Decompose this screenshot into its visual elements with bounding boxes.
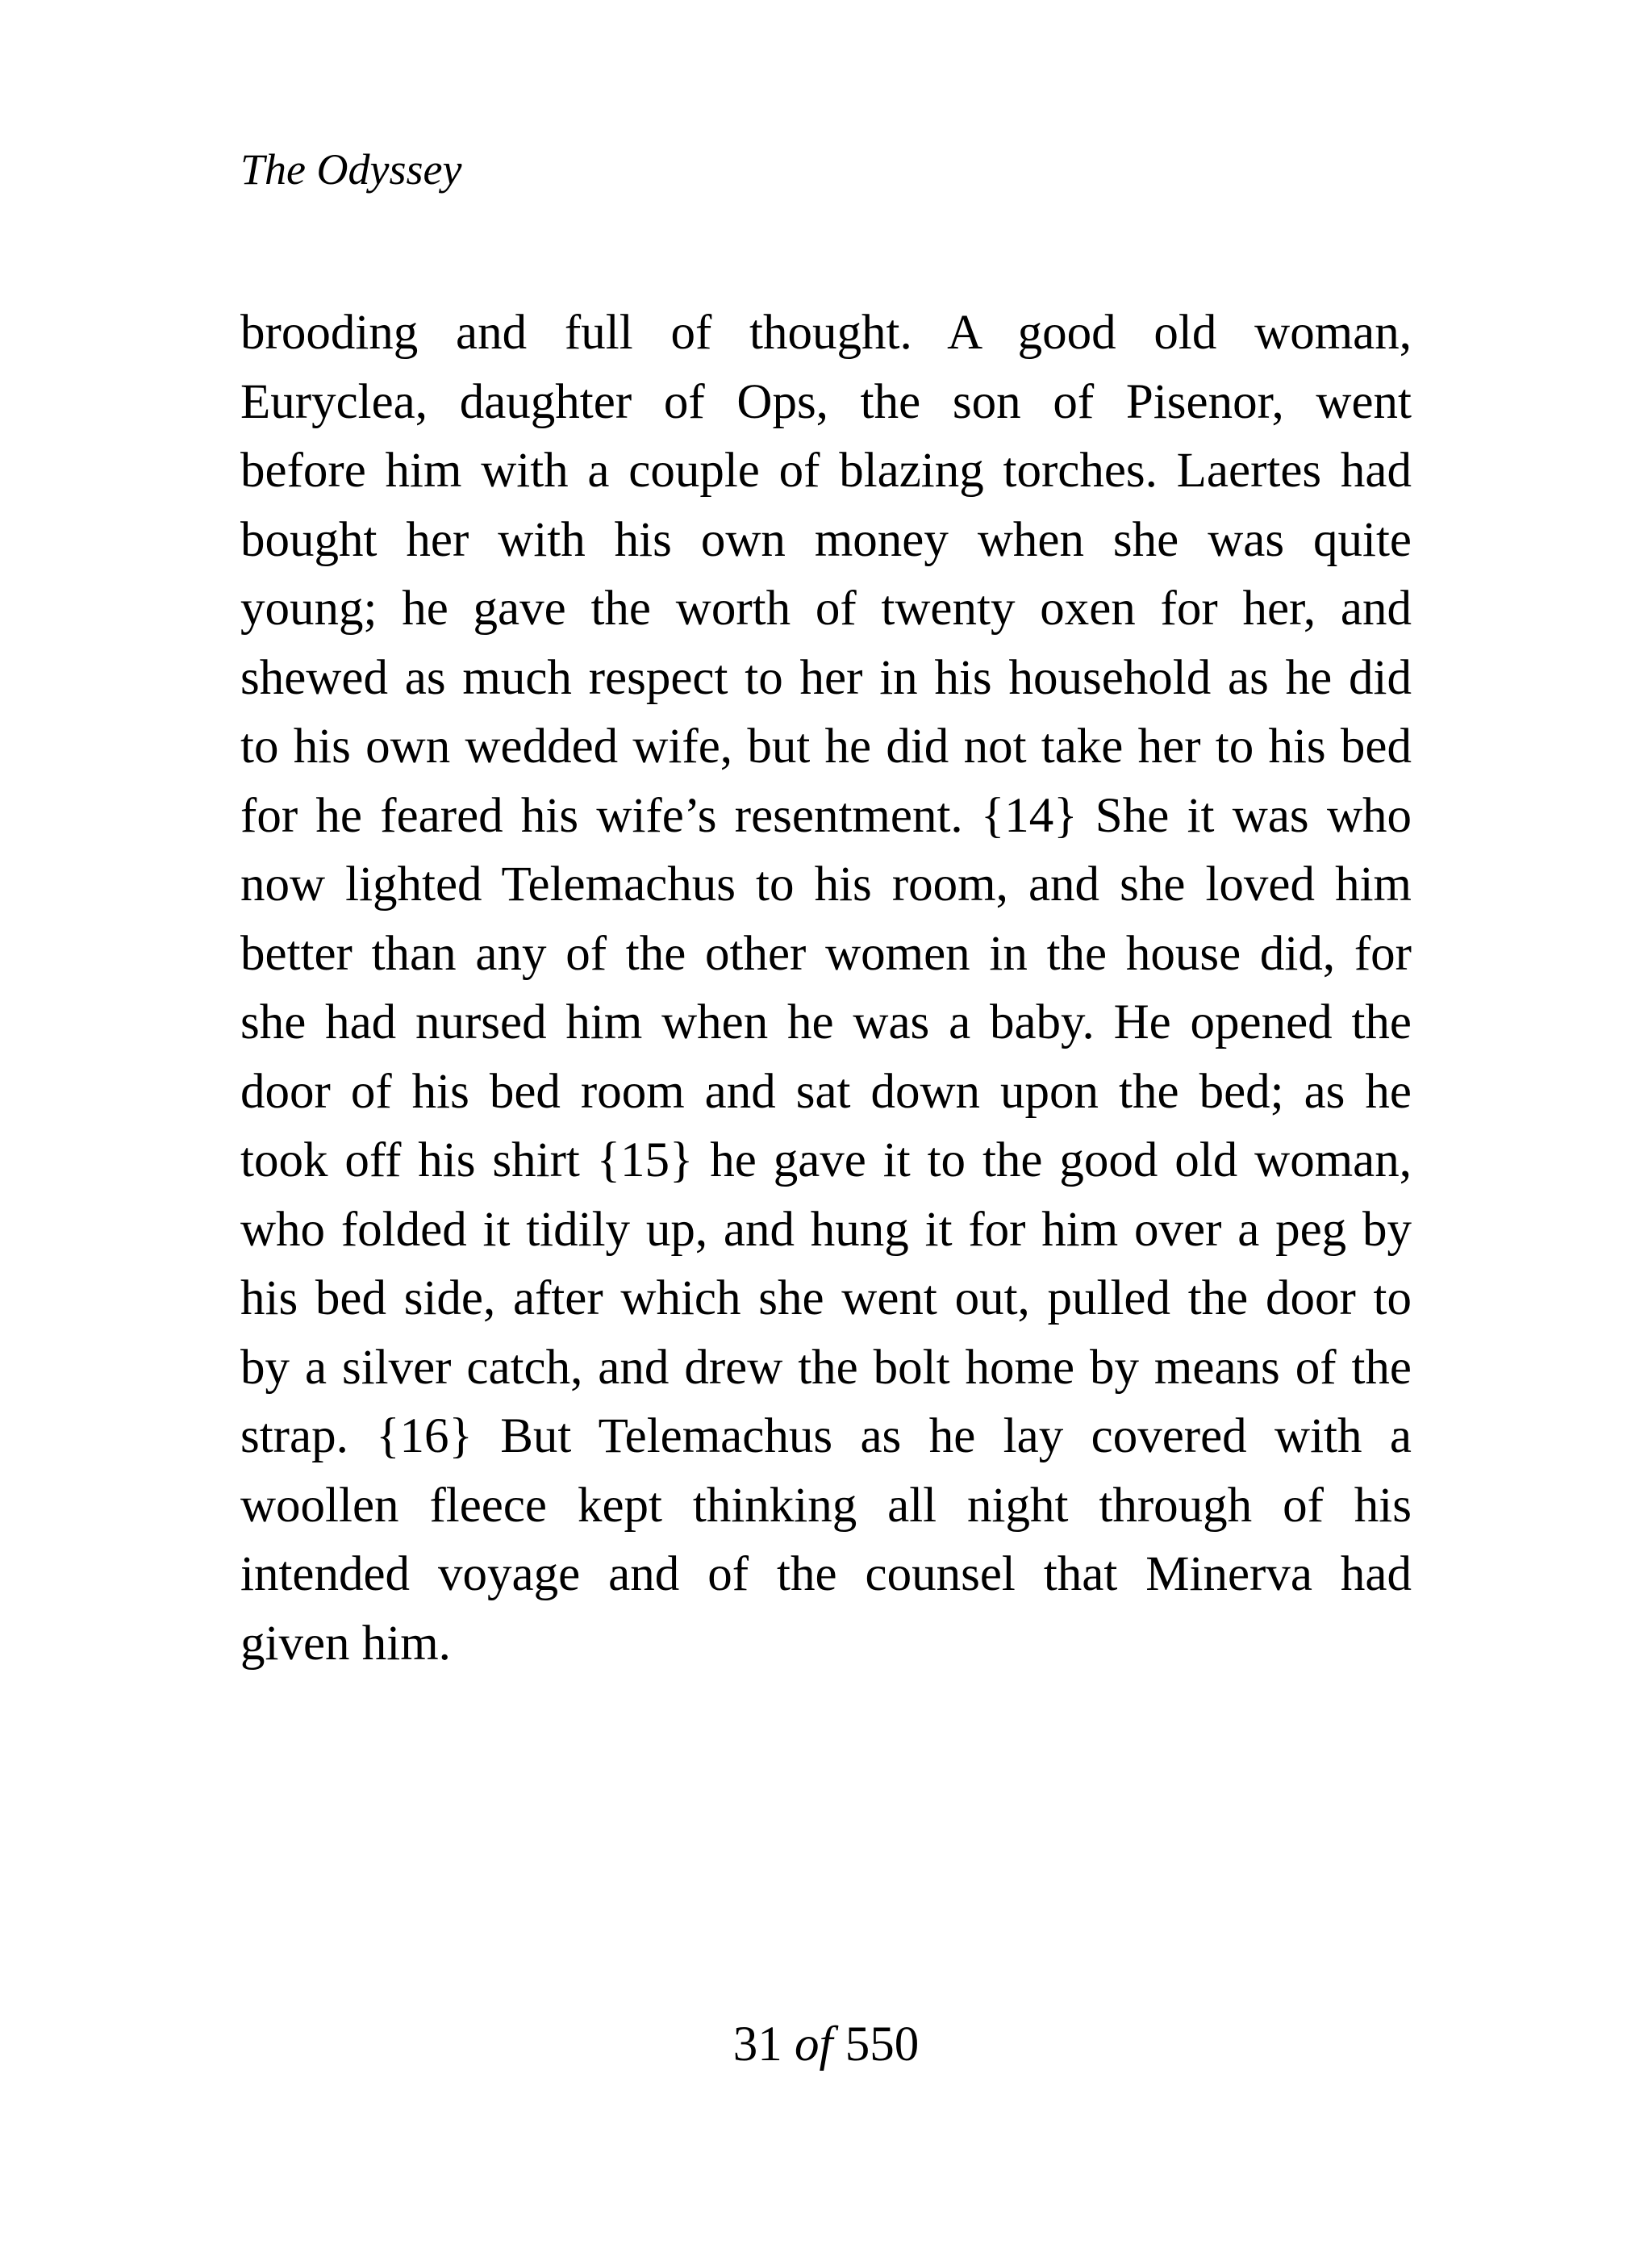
text-line: his bed side, after which she went out, pulled the door to (240, 1271, 1412, 1325)
text-line: to his own wedded wife, but he did not take her to his bed (240, 720, 1412, 774)
page-counter (0, 2017, 1652, 2073)
text-line: intended voyage and of the counsel that Minerva had (240, 1547, 1412, 1601)
text-line: young; he gave the worth of twenty oxen for her, and (240, 582, 1412, 636)
text-line: who folded it tidily up, and hung it for him over a peg by (240, 1202, 1412, 1257)
text-line: given him. (240, 1616, 451, 1671)
page-of-word: of (795, 2017, 833, 2072)
text-line: brooding and full of thought. A good old woman, (240, 306, 1412, 360)
text-line: by a silver catch, and drew the bolt home by means of the (240, 1340, 1412, 1395)
running-header-book-title: The Odyssey (240, 145, 462, 194)
text-line: before him with a couple of blazing torches. Laertes had (240, 444, 1412, 498)
text-line: strap. {16} But Telemachus as he lay covered with a (240, 1409, 1412, 1463)
text-line: took off his shirt {15} he gave it to the good old woman, (240, 1133, 1412, 1187)
text-line: she had nursed him when he was a baby. He opened the (240, 995, 1412, 1049)
body-paragraph (240, 298, 1412, 1678)
text-line: Euryclea, daughter of Ops, the son of Pisenor, went (240, 374, 1412, 429)
text-line: bought her with his own money when she was quite (240, 512, 1412, 567)
text-line: for he feared his wife’s resentment. {14} She it was who (240, 788, 1412, 843)
current-page-number: 31 (732, 2017, 782, 2072)
text-line: now lighted Telemachus to his room, and she loved him (240, 857, 1412, 912)
text-line: woollen fleece kept thinking all night through of his (240, 1478, 1412, 1533)
text-line: better than any of the other women in the house did, for (240, 926, 1412, 981)
total-page-count: 550 (845, 2017, 920, 2072)
text-line: shewed as much respect to her in his household as he did (240, 650, 1412, 705)
text-line: door of his bed room and sat down upon the bed; as he (240, 1064, 1412, 1119)
